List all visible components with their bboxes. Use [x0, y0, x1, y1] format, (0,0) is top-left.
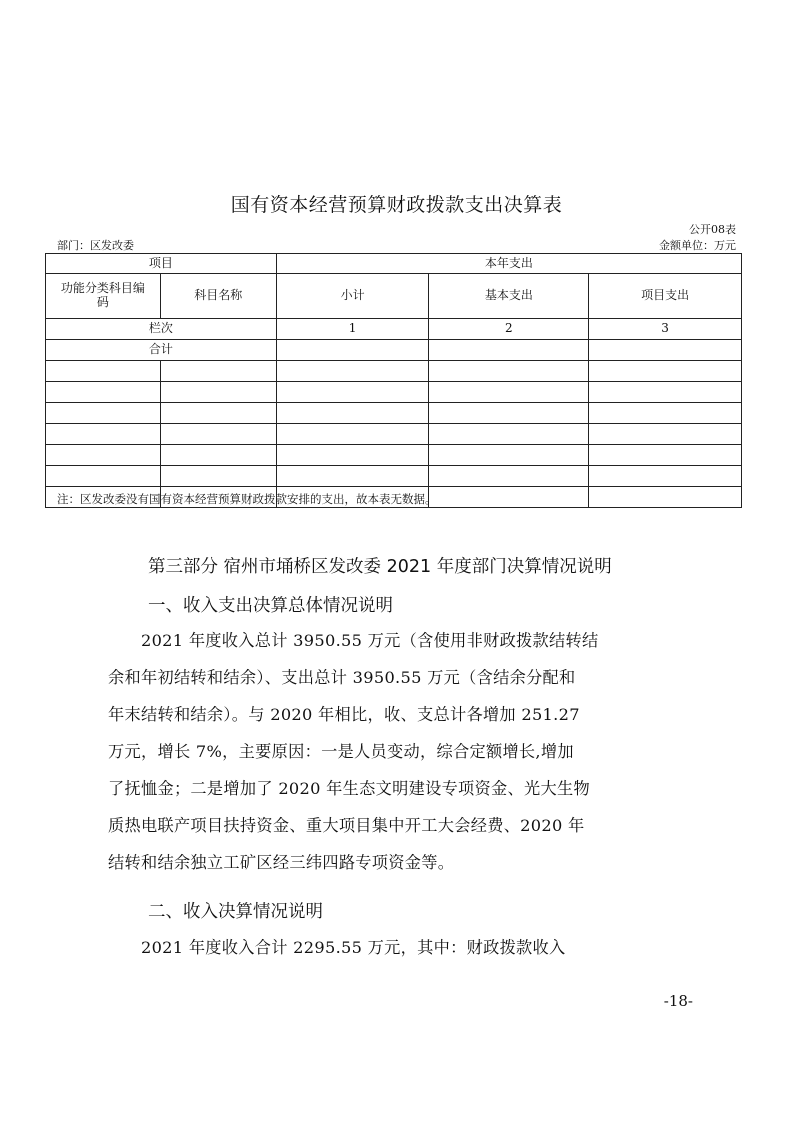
page-number: -18- — [663, 992, 693, 1010]
heading-income-expenditure-overview: 一、收入支出决算总体情况说明 — [148, 596, 393, 616]
table-row-column-index — [46, 319, 742, 340]
amount-unit-label: 金额单位：万元 — [659, 239, 736, 252]
paragraph-overview — [108, 622, 698, 881]
table-note: 注：区发改委没有国有资本经营预算财政拨款安排的支出，故本表无数据。 — [57, 492, 437, 506]
column-index-1: 1 — [276, 319, 429, 340]
table-title: 国有资本经营预算财政拨款支出决算表 — [230, 194, 563, 216]
row-label-total: 合计 — [46, 340, 277, 361]
table-cell — [429, 403, 589, 424]
table-cell — [429, 487, 589, 508]
table-cell — [46, 403, 161, 424]
department-label: 部门：区发改委 — [57, 239, 134, 252]
paragraph-line: 2021 年度收入合计 2295.55 万元，其中：财政拨款收入 — [108, 938, 566, 957]
table-row — [46, 382, 742, 403]
table-cell — [589, 487, 742, 508]
table-cell — [276, 403, 429, 424]
paragraph-line: 了抚恤金；二是增加了 2020 年生态文明建设专项资金、光大生物 — [108, 779, 590, 798]
table-row — [46, 424, 742, 445]
row-label-column-index: 栏次 — [46, 319, 277, 340]
header-basic-expenditure: 基本支出 — [429, 274, 589, 319]
header-project-expenditure: 项目支出 — [589, 274, 742, 319]
table-row-total — [46, 340, 742, 361]
table-cell — [276, 445, 429, 466]
column-index-3: 3 — [589, 319, 742, 340]
table-cell — [46, 361, 161, 382]
paragraph-line: 质热电联产项目扶持资金、重大项目集中开工大会经费、2020 年 — [108, 816, 585, 835]
table-cell — [276, 382, 429, 403]
heading-income-details: 二、收入决算情况说明 — [148, 902, 323, 922]
table-cell — [276, 466, 429, 487]
form-number: 公开08表 — [689, 223, 736, 236]
table-cell — [46, 382, 161, 403]
paragraph-income — [108, 929, 698, 966]
table-cell — [160, 466, 276, 487]
table-cell — [46, 445, 161, 466]
paragraph-line: 结转和结余独立工矿区经三纬四路专项资金等。 — [108, 853, 455, 872]
table-row — [46, 466, 742, 487]
paragraph-line: 2021 年度收入总计 3950.55 万元（含使用非财政拨款结转结 — [108, 631, 599, 650]
table-cell — [429, 340, 589, 361]
header-function-code: 功能分类科目编码 — [46, 274, 161, 319]
table-cell — [160, 382, 276, 403]
table-cell — [589, 403, 742, 424]
table-cell — [429, 382, 589, 403]
paragraph-line: 万元，增长 7%，主要原因：一是人员变动，综合定额增长,增加 — [108, 742, 574, 761]
table-subheader-row — [46, 274, 742, 319]
table-cell — [160, 403, 276, 424]
table-cell — [276, 361, 429, 382]
paragraph-line: 余和年初结转和结余）、支出总计 3950.55 万元（含结余分配和 — [108, 668, 576, 687]
expenditure-table — [45, 253, 742, 508]
table-cell — [46, 424, 161, 445]
table-cell — [589, 424, 742, 445]
table-cell — [429, 424, 589, 445]
header-subtotal: 小计 — [276, 274, 429, 319]
header-current-year-expenditure: 本年支出 — [276, 254, 741, 274]
table-cell — [589, 361, 742, 382]
paragraph-line: 年末结转和结余）。与 2020 年相比，收、支总计各增加 251.27 — [108, 705, 580, 724]
column-index-2: 2 — [429, 319, 589, 340]
table-cell — [589, 445, 742, 466]
header-subject-name: 科目名称 — [160, 274, 276, 319]
table-cell — [429, 466, 589, 487]
table-cell — [276, 340, 429, 361]
table-cell — [429, 361, 589, 382]
table-row — [46, 445, 742, 466]
table-cell — [589, 340, 742, 361]
section-title: 第三部分 宿州市埇桥区发改委 2021 年度部门决算情况说明 — [148, 557, 612, 577]
table-row — [46, 403, 742, 424]
table-cell — [276, 424, 429, 445]
table-header-row — [46, 254, 742, 274]
table-cell — [589, 382, 742, 403]
table-cell — [589, 466, 742, 487]
table-row — [46, 361, 742, 382]
table-cell — [160, 361, 276, 382]
header-project: 项目 — [46, 254, 277, 274]
table-cell — [160, 445, 276, 466]
table-cell — [429, 445, 589, 466]
table-cell — [160, 424, 276, 445]
table-cell — [46, 466, 161, 487]
